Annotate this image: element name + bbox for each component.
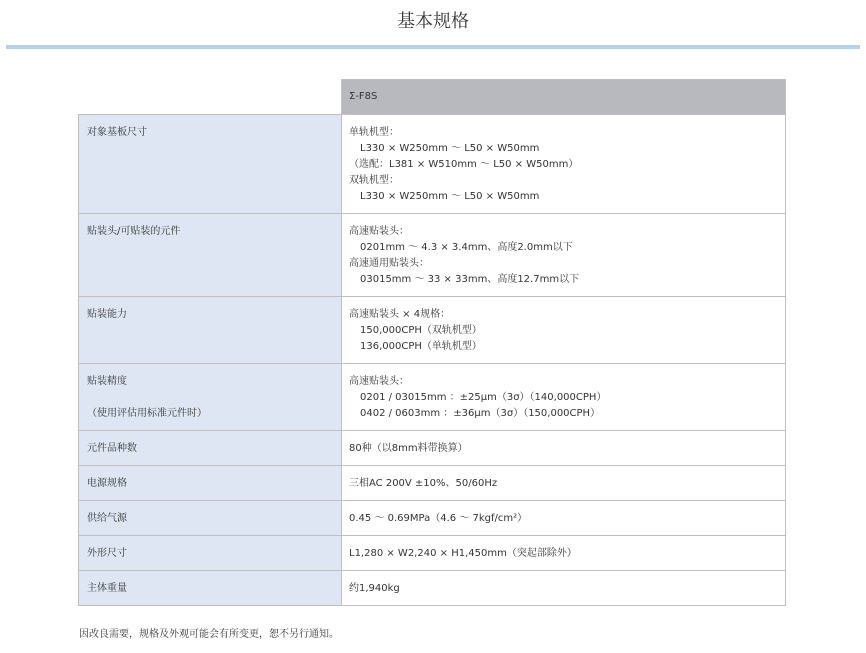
row-label: （使用评估用标准元件时） bbox=[87, 408, 207, 419]
row-value-line: 高速贴装头： bbox=[349, 376, 409, 387]
table-row bbox=[79, 297, 786, 364]
row-label-cell bbox=[79, 214, 342, 297]
table-row bbox=[79, 536, 786, 571]
row-value-cell bbox=[342, 431, 786, 466]
row-value-cell bbox=[342, 466, 786, 501]
row-label: 贴装能力 bbox=[87, 309, 127, 320]
table-row bbox=[79, 214, 786, 297]
row-value-line: 三相AC 200V ±10%、50/60Hz bbox=[349, 478, 498, 489]
table-row bbox=[79, 115, 786, 214]
row-value-line: 0201mm ～ 4.3 × 3.4mm、高度2.0mm以下 bbox=[360, 242, 573, 253]
row-label: 主体重量 bbox=[87, 583, 127, 594]
label-spacer bbox=[87, 390, 333, 406]
table-row bbox=[79, 571, 786, 606]
row-value-line: 0.45 ～ 0.69MPa（4.6 ～ 7kgf/cm²） bbox=[349, 513, 528, 524]
row-label-cell bbox=[79, 364, 342, 431]
page-title: 基本规格 bbox=[397, 11, 469, 32]
row-value-line: 约1,940kg bbox=[349, 583, 400, 594]
row-value-line: 0201 / 03015mm ：±25μm（3σ）（140,000CPH） bbox=[360, 392, 607, 403]
row-label-cell bbox=[79, 536, 342, 571]
row-label: 供给气源 bbox=[87, 513, 127, 524]
table-row bbox=[79, 431, 786, 466]
row-value-line: 单轨机型： bbox=[349, 127, 399, 138]
row-value-cell bbox=[342, 115, 786, 214]
header-empty-cell bbox=[79, 80, 342, 115]
row-value-line: 80种（以8mm料带换算） bbox=[349, 443, 468, 454]
row-value-line: 136,000CPH（单轨机型） bbox=[360, 341, 482, 352]
row-value-line: （选配：L381 × W510mm ～ L50 × W50mm） bbox=[349, 159, 579, 170]
row-label-cell bbox=[79, 297, 342, 364]
row-label-cell bbox=[79, 115, 342, 214]
footnote: 因改良需要，规格及外观可能会有所变更，恕不另行通知。 bbox=[79, 629, 339, 640]
table-row bbox=[79, 501, 786, 536]
table-row bbox=[79, 364, 786, 431]
row-label-cell bbox=[79, 501, 342, 536]
row-value-line: L1,280 × W2,240 × H1,450mm（突起部除外） bbox=[349, 548, 577, 559]
row-value-line: 高速贴装头： bbox=[349, 226, 409, 237]
row-label-cell bbox=[79, 431, 342, 466]
row-value-line: 高速贴装头 × 4规格： bbox=[349, 309, 451, 320]
row-label: 电源规格 bbox=[87, 478, 127, 489]
row-value-line: 03015mm ～ 33 × 33mm、高度12.7mm以下 bbox=[360, 274, 580, 285]
table-header-row bbox=[79, 80, 786, 115]
row-label-cell bbox=[79, 466, 342, 501]
row-value-line: 高速通用贴装头： bbox=[349, 258, 429, 269]
row-value-line: 150,000CPH（双轨机型） bbox=[360, 325, 482, 336]
row-value-line: L330 × W250mm ～ L50 × W50mm bbox=[360, 143, 540, 154]
row-label-cell bbox=[79, 571, 342, 606]
row-label: 对象基板尺寸 bbox=[87, 127, 147, 138]
row-value-cell bbox=[342, 536, 786, 571]
spec-table bbox=[78, 79, 786, 606]
model-name: Σ-F8S bbox=[342, 80, 786, 115]
title-divider bbox=[6, 45, 860, 49]
row-label: 贴装头/可贴装的元件 bbox=[87, 226, 181, 237]
row-label: 外形尺寸 bbox=[87, 548, 127, 559]
table-row bbox=[79, 466, 786, 501]
row-value-line: 0402 / 0603mm ：±36μm（3σ）（150,000CPH） bbox=[360, 408, 601, 419]
row-value-cell bbox=[342, 297, 786, 364]
row-value-line: L330 × W250mm ～ L50 × W50mm bbox=[360, 191, 540, 202]
row-value-cell bbox=[342, 501, 786, 536]
row-value-line: 双轨机型： bbox=[349, 175, 399, 186]
row-label: 贴装精度 bbox=[87, 376, 127, 387]
row-value-cell bbox=[342, 571, 786, 606]
row-value-cell bbox=[342, 364, 786, 431]
row-label: 元件品种数 bbox=[87, 443, 137, 454]
row-value-cell bbox=[342, 214, 786, 297]
